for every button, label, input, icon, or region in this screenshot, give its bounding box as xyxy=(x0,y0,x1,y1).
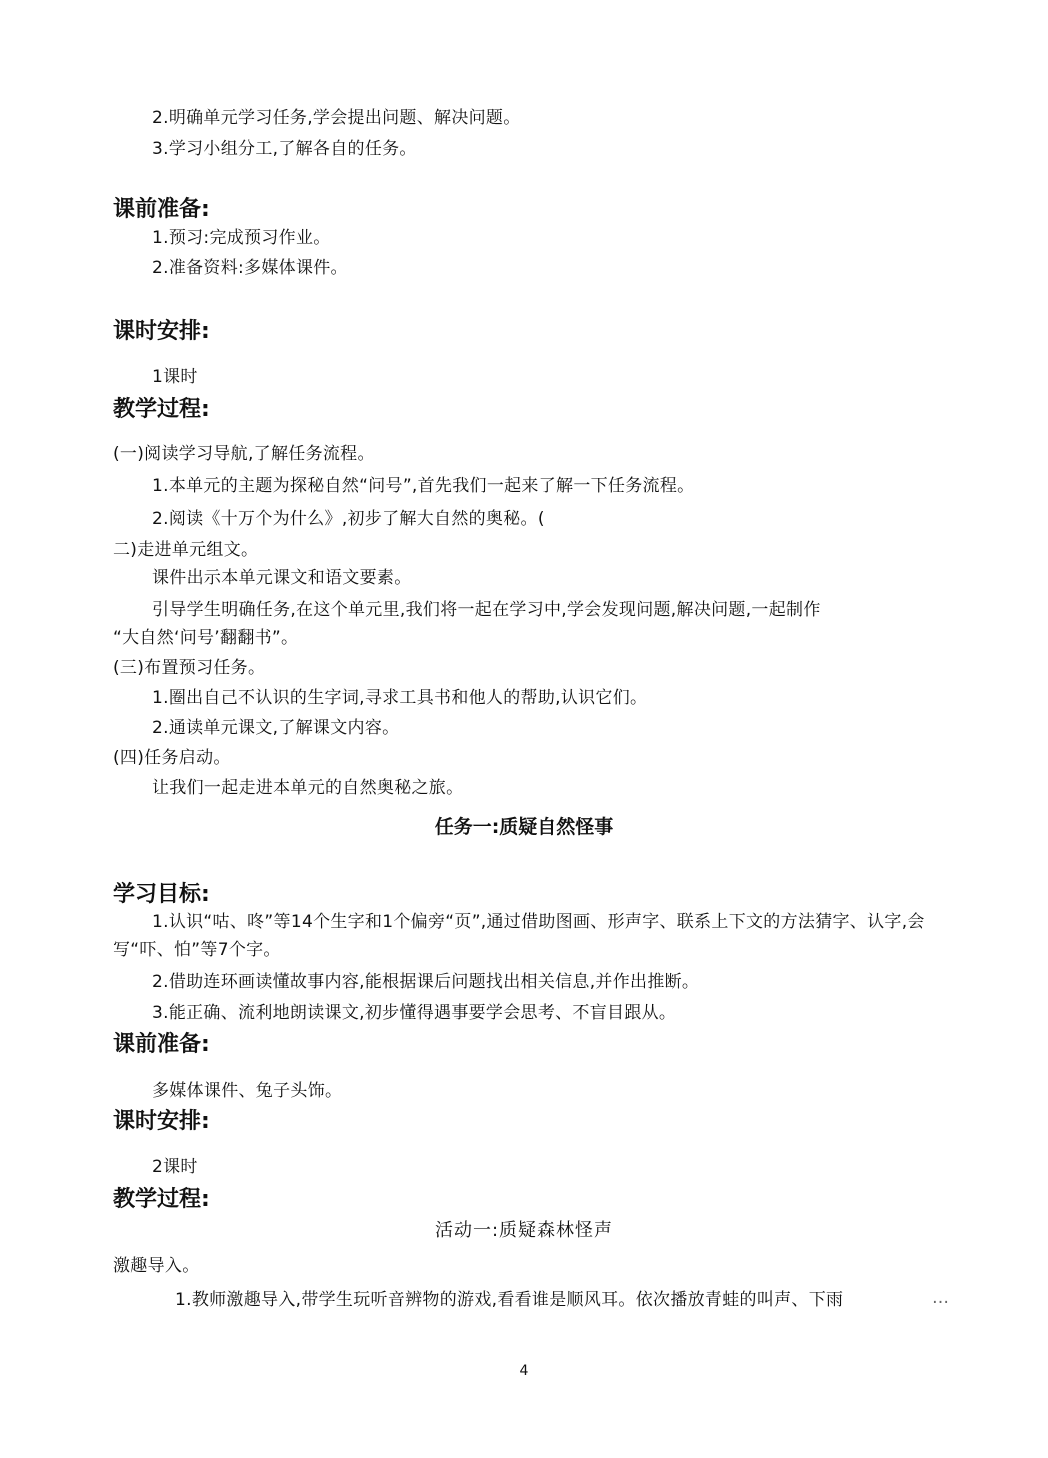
prep-item-2: 2.准备资料:多媒体课件。 xyxy=(152,258,348,278)
task-title: 任务一:质疑自然怪事 xyxy=(434,816,614,838)
process-section-2-paragraph-2-cont: “大自然‘问号’翻翻书”。 xyxy=(113,628,299,648)
schedule-value: 1课时 xyxy=(152,367,198,387)
process-section-1: (一)阅读学习导航,了解任务流程。 xyxy=(113,444,375,464)
process-section-3-item-2: 2.通读单元课文,了解课文内容。 xyxy=(152,718,400,738)
ellipsis-mark: … xyxy=(932,1288,950,1308)
learning-goal-3: 3.能正确、流利地朗读课文,初步懂得遇事要学会思考、不盲目跟从。 xyxy=(152,1003,677,1023)
process-section-3-item-1: 1.圈出自己不认识的生字词,寻求工具书和他人的帮助,认识它们。 xyxy=(152,688,648,708)
task-schedule-heading: 课时安排: xyxy=(113,1109,210,1134)
goal-item-3: 3.学习小组分工,了解各自的任务。 xyxy=(152,139,417,159)
activity-title: 活动一:质疑森林怪声 xyxy=(434,1220,614,1241)
schedule-heading: 课时安排: xyxy=(113,319,210,344)
prep-heading: 课前准备: xyxy=(113,197,210,222)
task-process-heading: 教学过程: xyxy=(113,1187,210,1212)
learning-goals-heading: 学习目标: xyxy=(113,882,210,907)
process-section-3: (三)布置预习任务。 xyxy=(113,658,266,678)
process-section-4-paragraph: 让我们一起走进本单元的自然奥秘之旅。 xyxy=(152,778,464,798)
process-section-2: 二)走进单元组文。 xyxy=(113,540,259,560)
process-section-1-item-1: 1.本单元的主题为探秘自然“问号”,首先我们一起来了解一下任务流程。 xyxy=(152,476,695,496)
process-section-2-paragraph-1: 课件出示本单元课文和语文要素。 xyxy=(152,568,412,588)
page-number: 4 xyxy=(519,1363,529,1379)
prep-item-1: 1.预习:完成预习作业。 xyxy=(152,228,331,248)
learning-goal-1: 1.认识“咕、咚”等14个生字和1个偏旁“页”,通过借助图画、形声字、联系上下文的方法猜字、认字,会 xyxy=(152,912,925,932)
learning-goal-1-cont: 写“吓、怕”等7个字。 xyxy=(113,940,281,960)
process-section-1-item-2: 2.阅读《十万个为什么》,初步了解大自然的奥秘。( xyxy=(152,509,545,529)
task-schedule-value: 2课时 xyxy=(152,1157,198,1177)
task-prep-value: 多媒体课件、兔子头饰。 xyxy=(152,1081,343,1101)
process-heading: 教学过程: xyxy=(113,397,210,422)
lead-in-heading: 激趣导入。 xyxy=(113,1256,200,1276)
learning-goal-2: 2.借助连环画读懂故事内容,能根据课后问题找出相关信息,并作出推断。 xyxy=(152,972,700,992)
goal-item-2: 2.明确单元学习任务,学会提出问题、解决问题。 xyxy=(152,108,521,128)
lead-in-item-1: 1.教师激趣导入,带学生玩听音辨物的游戏,看看谁是顺风耳。依次播放青蛙的叫声、下雨 xyxy=(175,1290,844,1310)
process-section-2-paragraph-2: 引导学生明确任务,在这个单元里,我们将一起在学习中,学会发现问题,解决问题,一起制作 xyxy=(152,600,821,620)
task-prep-heading: 课前准备: xyxy=(113,1032,210,1057)
process-section-4: (四)任务启动。 xyxy=(113,748,231,768)
